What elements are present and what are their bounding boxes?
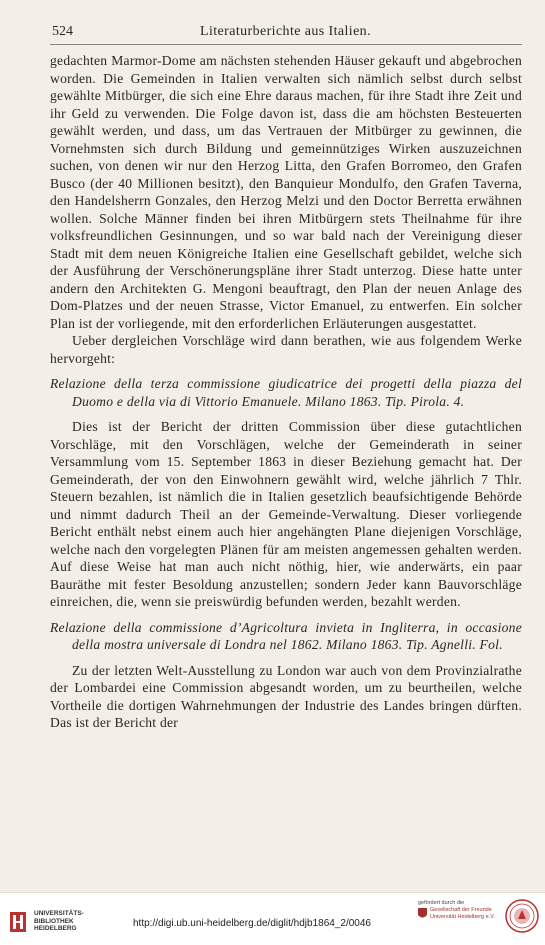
permalink-url[interactable]: http://digi.ub.uni-heidelberg.de/diglit/hdjb1864_2/0046 [133, 918, 371, 929]
paragraph: Dies ist der Bericht der dritten Commission über diese gutachtlichen Vorschläge, mit den Vorschlägen, welche der Gemeinderath in seiner Versammlung vom 15. September 1863 in dieser Beziehung gemacht hat. Der Gemeinderath, der von den Einwohnern gewählt wird, welche jährlich 7 Thlr. Steuern bezahlen, ist nämlich die in Italien gesetzlich beaufsichtigende Behörde und nimmt dadurch Theil an der Gemeinde-Verwaltung. Dieser vorliegende Bericht enthält nebst einem auch hier angehängten Plane diejenigen Vorschläge, welche nach den vorgelegten Plänen für am meisten angemessen gehalten werden. Auf diese Weise hat man auch nicht nöthig, hier, wie anderwärts, ein paar Bauräthe mit fester Besoldung anzustellen; sondern Jeder kann Bauvorschläge einreichen, die, wenn sie preiswürdig befunden werden, bezahlt werden. [50, 419, 522, 609]
running-title: Literaturberichte aus Italien. [200, 24, 371, 39]
body-text [50, 52, 522, 732]
sponsor-label: gefördert durch die [418, 900, 465, 906]
paragraph: gedachten Marmor-Dome am nächsten stehenden Häuser gekauft und abgebrochen worden. Die Gemeinden in Italien verwalten sich nämlich selbst durch selbst gewählte Mitbürger, die sich eine Ehre daraus machen, für ihre Stadt ihre Zeit und ihr Geld zu verwenden. Die Folge davon ist, dass die am höchsten Besteuerten gewählt werden, und dass, um das Vertrauen der Mitbürger zu gewinnen, die Vornehmsten sich durch Bildung und gemeinnütziges Wirken auszuzeichnen suchen, von denen wir nur den Herzog Litta, den Grafen Borromeo, den Grafen Busco (der 40 Millionen besitzt), den Banquieur Mondulfo, den Grafen Taverna, den Handelsherrn Gonzales, den Herzog Melzi und den Doctor Berretta erwähnen wollen. Solche Männer finden bei ihren Mitbürgern stets Theilnahme für ihre volksfreundlichen Gesinnungen, und so war bald nach der Vereinigung dieser Stadt mit dem neuen Königreiche Italien eine Gesellschaft gebildet, welche sich der Ausführung der Verschönerungspläne ihrer Stadt unterzog. Diese hatte unter andern den Architekten G. Mengoni beauftragt, den Plan der neuen Anlage des Dom-Platzes und der neuen Strasse, Victor Emanuel, zu entwerfen. Ein solcher Plan ist der vorliegende, mit den erforderlichen Erläuterungen ausgestattet. [50, 53, 522, 331]
sponsor-name[interactable]: Gesellschaft der Freunde Universität Heidelberg e.V. [430, 907, 495, 920]
digitization-footer [0, 892, 545, 945]
paragraph: Zu der letzten Welt-Ausstellung zu London war auch von dem Provinzialrathe der Lombardei eine Commission abgesandt worden, um zu beurtheilen, welche Vortheile die dortigen Wahrnehmungen der Industrie des Landes bringen dürften. Das ist der Bericht der [50, 662, 522, 730]
university-seal-icon [505, 899, 539, 933]
page-number: 524 [52, 24, 73, 39]
paragraph: Ueber dergleichen Vorschläge wird dann berathen, wie aus folgendem Werke hervorgeht: [50, 333, 522, 366]
citation: Relazione della terza commissione giudicatrice dei progetti della piazza del Duomo e della via di Vittorio Emanuele. Milano 1863. Tip. Pirola. 4. [50, 376, 522, 409]
sponsor-crest-icon [418, 908, 427, 920]
library-name: UNIVERSITÄTS- BIBLIOTHEK HEIDELBERG [34, 910, 84, 932]
page-header [50, 22, 522, 45]
university-library-logo-icon[interactable] [8, 909, 28, 935]
citation: Relazione della commissione d’Agricoltura invieta in Ingliterra, in occasione della mostra universale di Londra nel 1862. Milano 1863. Tip. Agnelli. Fol. [50, 619, 522, 652]
